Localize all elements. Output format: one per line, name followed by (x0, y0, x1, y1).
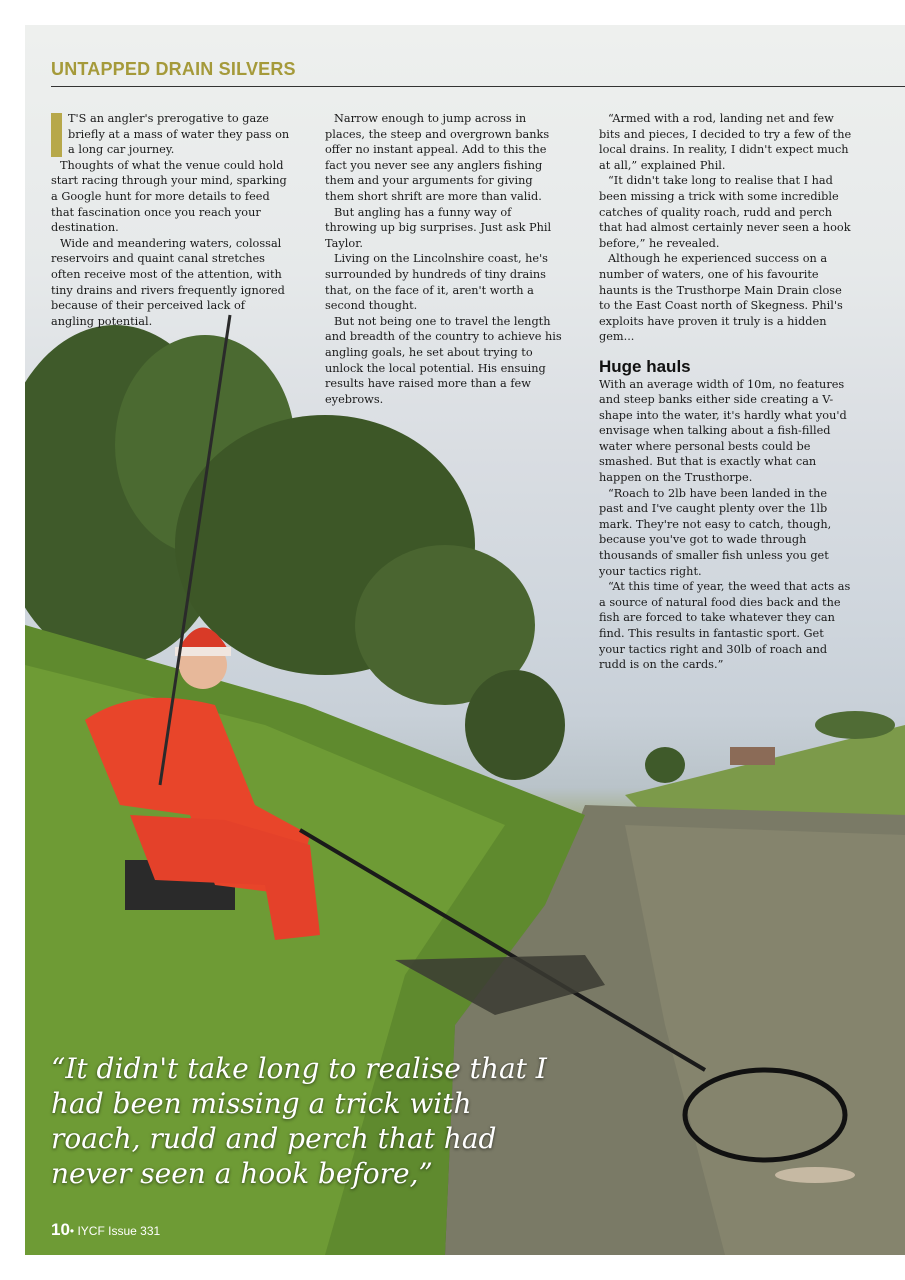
article-column-2 (325, 111, 565, 407)
header-rule (51, 86, 905, 87)
drop-cap-bar (51, 113, 62, 157)
paragraph: Narrow enough to jump across in places, the steep and overgrown banks offer no instant appeal. Add to this the fact you never see any anglers fishing them and your arguments for giving them short shrift are more than valid. (325, 112, 550, 203)
paragraph: “Armed with a rod, landing net and few bits and pieces, I decided to try a few of the local drains. In reality, I didn't expect much at all,” explained Phil. (599, 112, 852, 172)
paragraph: “Roach to 2lb have been landed in the past and I've caught plenty over the 1lb mark. They're not easy to catch, though, because you've got to wade through thousands of smaller fish unless you get your tactics right. (599, 486, 832, 578)
issue-label: IYCF Issue 331 (77, 1224, 161, 1238)
article-column-1 (51, 111, 291, 329)
paragraph: T'S an angler's prerogative to gaze briefly at a mass of water they pass on a long car journey. (51, 111, 291, 158)
subheading: Huge hauls (599, 356, 691, 376)
magazine-page (25, 25, 905, 1255)
paragraph: “At this time of year, the weed that acts as a source of natural food dies back and the fish are forced to take whatever they can find. This results in fantastic sport. Get your tactics right and 30lb of roach and rudd is on the cards.” (599, 580, 851, 672)
page-folio (51, 1220, 160, 1240)
paragraph: Thoughts of what the venue could hold start racing through your mind, sparking a Google hunt for more details to feed that fascination once you reach your destination. (51, 158, 287, 235)
paragraph: But not being one to travel the length and breadth of the country to achieve his angling goals, he set about trying to unlock the local potential. His ensuing results have raised more than a few eyebrows. (325, 314, 562, 406)
paragraph: “It didn't take long to realise that I had been missing a trick with some incredible catches of quality roach, rudd and perch that had almost certainly never seen a hook before,” he revealed. (599, 174, 851, 250)
folio-separator-icon: • (69, 1224, 78, 1238)
article-column-3 (599, 111, 853, 673)
paragraph: Although he experienced success on a number of waters, one of his favourite haunts is the Trusthorpe Main Drain close to the East Coast north of Skegness. Phil's exploits have proven it truly is a hidden gem... (599, 252, 843, 344)
paragraph: With an average width of 10m, no features and steep banks either side creating a V-shape into the water, it's hardly what you'd envisage when talking about a fish-filled water where personal bests could be smashed. But that is exactly what can happen on the Trusthorpe. (599, 377, 847, 485)
page-number: 10 (51, 1220, 70, 1239)
section-title: UNTAPPED DRAIN SILVERS (51, 59, 296, 79)
paragraph: Wide and meandering waters, colossal reservoirs and quaint canal stretches often receive most of the attention, with tiny drains and rivers frequently ignored because of their perceived lack of angling potential. (51, 236, 285, 328)
paragraph: But angling has a funny way of throwing up big surprises. Just ask Phil Taylor. (325, 205, 552, 250)
pull-quote: “It didn't take long to realise that I had been missing a trick with roach, rudd and perch that had never seen a hook before,” (51, 1052, 547, 1190)
paragraph: Living on the Lincolnshire coast, he's surrounded by hundreds of tiny drains that, on the face of it, aren't worth a second thought. (325, 252, 548, 313)
